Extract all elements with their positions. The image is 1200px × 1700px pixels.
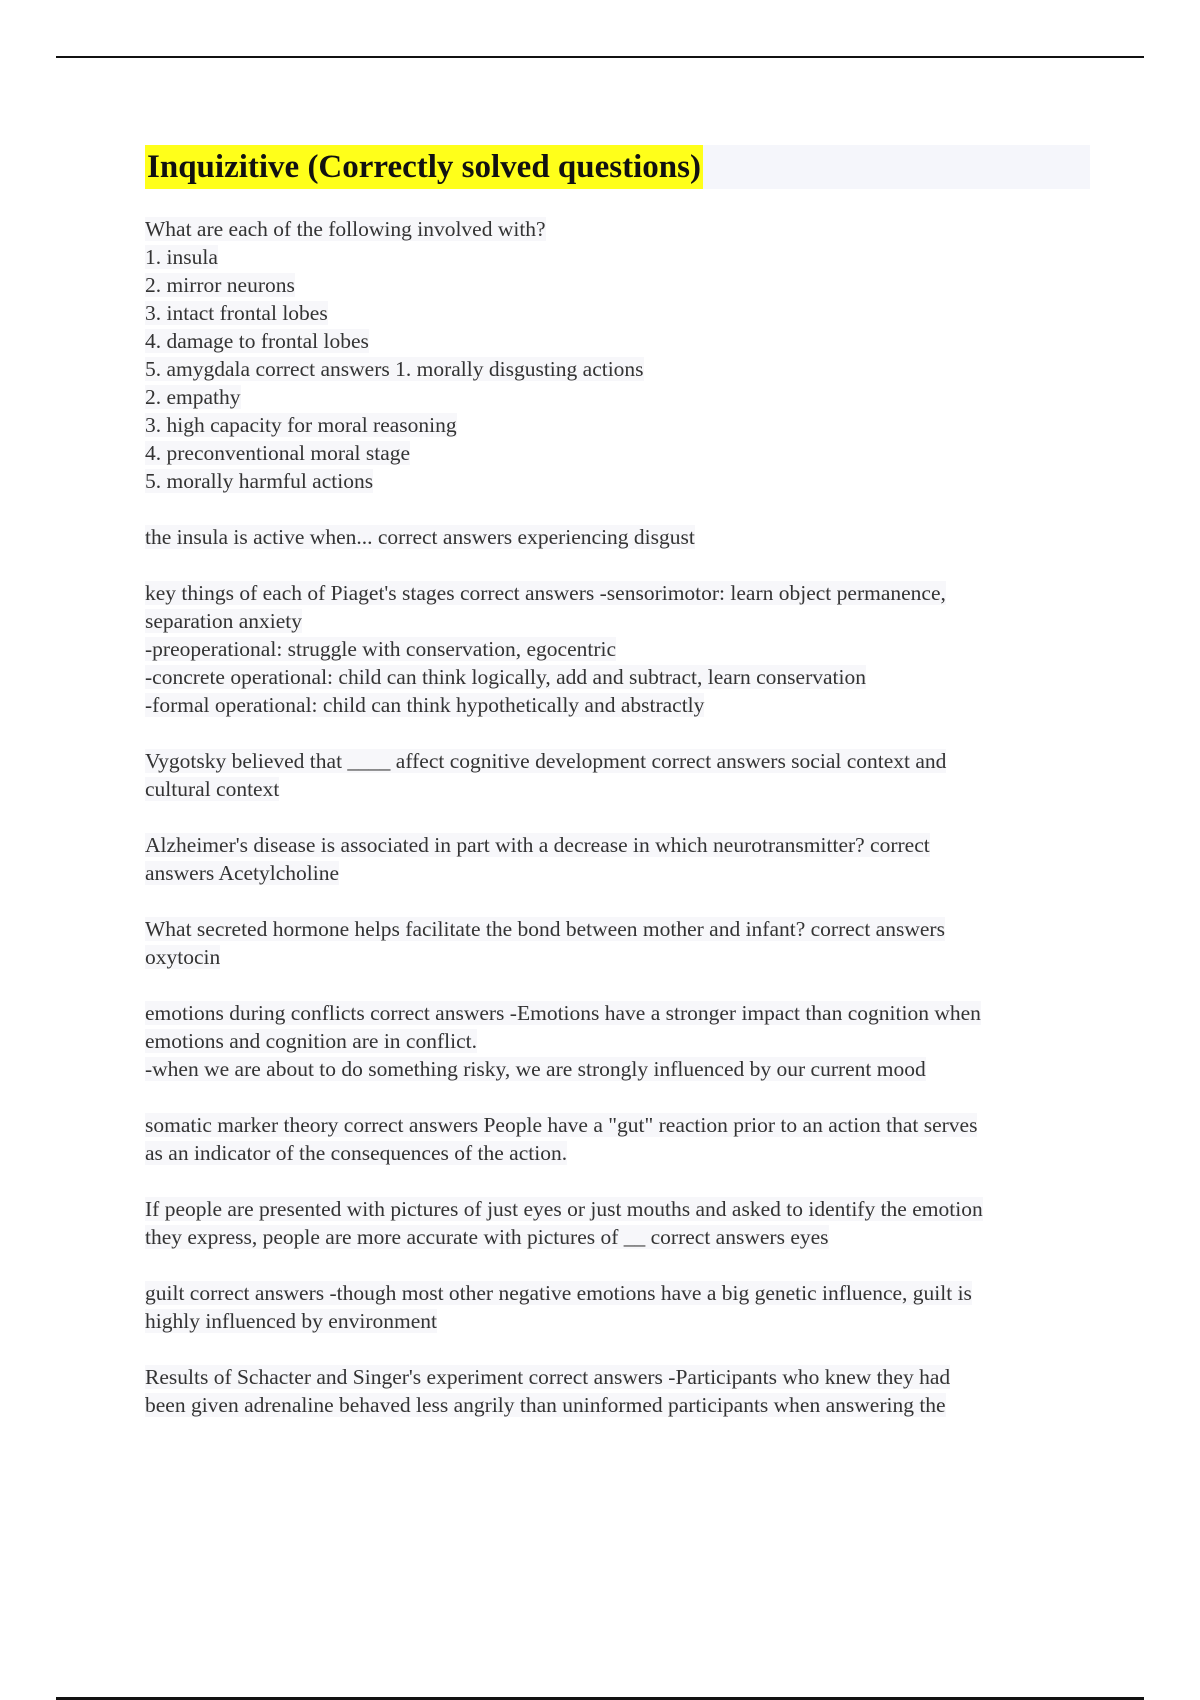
text-line: 2. mirror neurons <box>145 273 295 297</box>
document-content <box>145 145 1090 1447</box>
text-line: -when we are about to do something risky, we are strongly influenced by our current mood <box>145 1057 926 1081</box>
qa-block-brain-regions <box>145 215 1090 495</box>
text-line: 3. high capacity for moral reasoning <box>145 413 457 437</box>
text-line: as an indicator of the consequences of the action. <box>145 1141 568 1165</box>
title-band <box>145 145 1090 189</box>
qa-block-vygotsky <box>145 747 1090 803</box>
text-line: been given adrenaline behaved less angrily than uninformed participants when answering the <box>145 1393 946 1417</box>
text-line: emotions during conflicts correct answers -Emotions have a stronger impact than cognition when <box>145 1001 981 1025</box>
text-line: If people are presented with pictures of just eyes or just mouths and asked to identify the emotion <box>145 1197 983 1221</box>
text-line: Vygotsky believed that ____ affect cognitive development correct answers social context and <box>145 749 947 773</box>
text-line: 1. insula <box>145 245 218 269</box>
text-line: key things of each of Piaget's stages correct answers -sensorimotor: learn object permanence, <box>145 581 946 605</box>
qa-block-schachter-singer <box>145 1363 1090 1419</box>
page-top-rule <box>56 56 1144 58</box>
text-line: they express, people are more accurate with pictures of __ correct answers eyes <box>145 1225 829 1249</box>
text-line: Alzheimer's disease is associated in part with a decrease in which neurotransmitter? correct <box>145 833 930 857</box>
text-line: cultural context <box>145 777 280 801</box>
text-line: highly influenced by environment <box>145 1309 437 1333</box>
text-line: 4. damage to frontal lobes <box>145 329 369 353</box>
document-title: Inquizitive (Correctly solved questions) <box>145 145 703 189</box>
text-line: 5. amygdala correct answers 1. morally disgusting actions <box>145 357 644 381</box>
text-line: -preoperational: struggle with conservation, egocentric <box>145 637 617 661</box>
text-line: somatic marker theory correct answers People have a "gut" reaction prior to an action that serves <box>145 1113 978 1137</box>
qa-block-insula <box>145 523 1090 551</box>
qa-block-alzheimers <box>145 831 1090 887</box>
text-line: 5. morally harmful actions <box>145 469 374 493</box>
text-line: 2. empathy <box>145 385 241 409</box>
text-line: the insula is active when... correct answers experiencing disgust <box>145 525 695 549</box>
qa-block-guilt <box>145 1279 1090 1335</box>
text-line: oxytocin <box>145 945 221 969</box>
text-line: answers Acetylcholine <box>145 861 340 885</box>
text-line: What are each of the following involved with? <box>145 217 546 241</box>
qa-block-somatic-marker <box>145 1111 1090 1167</box>
text-line: 4. preconventional moral stage <box>145 441 411 465</box>
text-line: separation anxiety <box>145 609 303 633</box>
text-line: 3. intact frontal lobes <box>145 301 328 325</box>
text-line: -concrete operational: child can think logically, add and subtract, learn conservation <box>145 665 866 689</box>
text-line: guilt correct answers -though most other negative emotions have a big genetic influence, guilt is <box>145 1281 972 1305</box>
text-line: What secreted hormone helps facilitate the bond between mother and infant? correct answers <box>145 917 945 941</box>
text-line: Results of Schacter and Singer's experiment correct answers -Participants who knew they had <box>145 1365 951 1389</box>
qa-block-piaget <box>145 579 1090 719</box>
qa-block-oxytocin <box>145 915 1090 971</box>
text-line: -formal operational: child can think hypothetically and abstractly <box>145 693 705 717</box>
qa-block-eyes-mouths <box>145 1195 1090 1251</box>
qa-block-emotions-conflicts <box>145 999 1090 1083</box>
text-line: emotions and cognition are in conflict. <box>145 1029 477 1053</box>
